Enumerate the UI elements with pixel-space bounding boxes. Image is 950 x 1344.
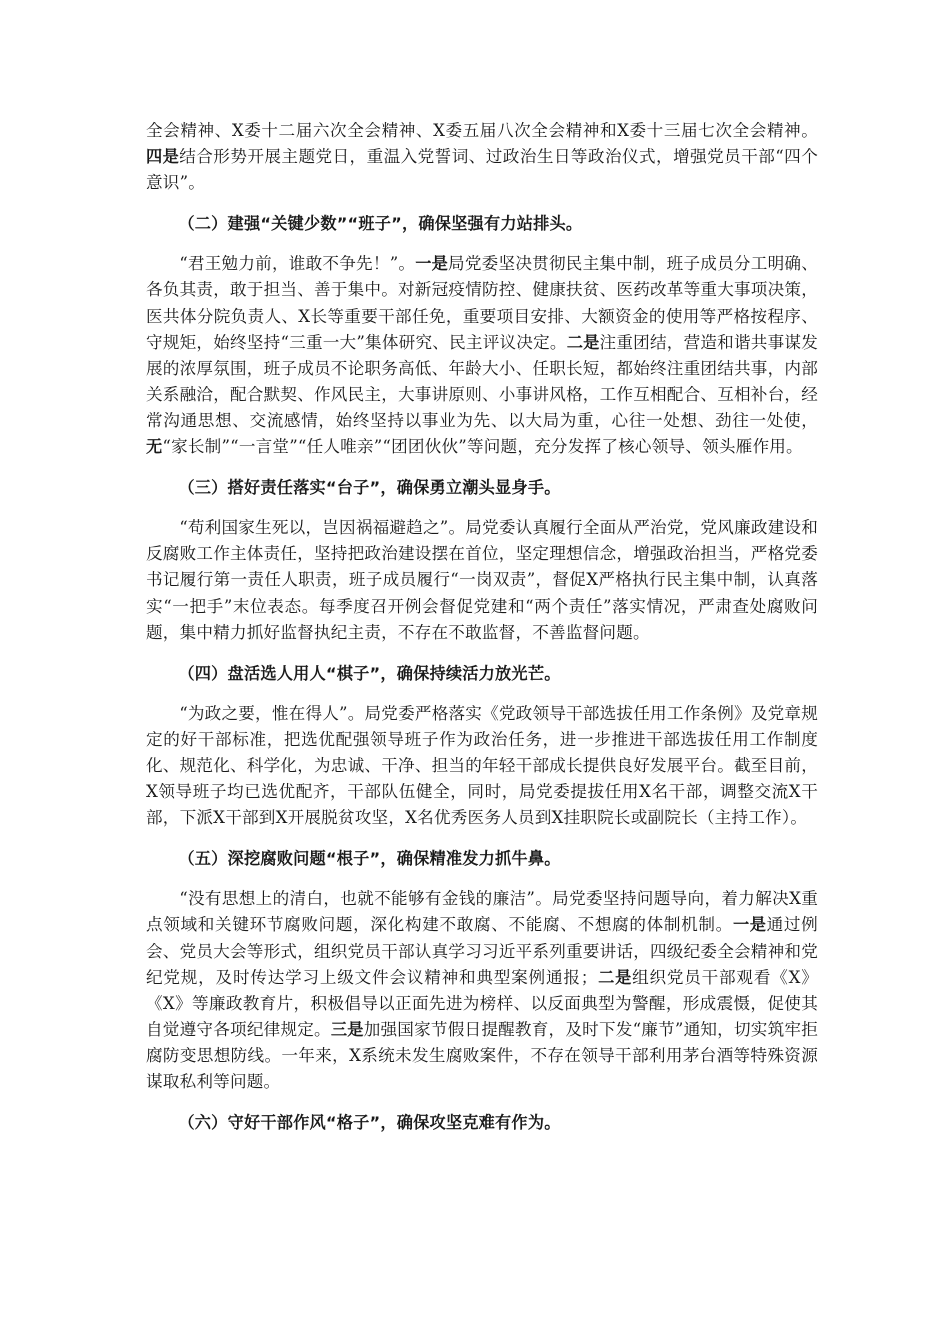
s5-bold-1: 一是 [732, 915, 767, 935]
section-heading-4: （四）盘活选人用人“棋子”，确保持续活力放光芒。 [178, 663, 561, 683]
s2-text-3: 注重团结，营造和谐共事谋发展的浓厚氛围，班子成员不论职务高低、年龄大小、任职长短，都始终注重团结共事，内部关系融洽，配合默契、作风民主，大事讲原则、小事讲风格，工作互相配合、互相补台，经常沟通思想、交流感情，始终坚持以事业为先、以大局为重，心往一处想、劲往一处使， [146, 332, 819, 430]
s2-bold-2: 二是 [566, 332, 600, 352]
intro-text-2: 结合形势开展主题党日，重温入党誓词、过政治生日等政治仪式，增强党员干部“四个意识”。 [146, 147, 818, 193]
s5-bold-3: 三是 [330, 1019, 364, 1039]
s5-text-3: 组织党员干部观看《X》《X》等廉政教育片，积极倡导以正面先进为榜样、以反面典型为警醒，形成震慑，促使其自觉遵守各项纪律规定。 [146, 967, 818, 1039]
section-paragraph-2 [146, 251, 818, 460]
section-paragraph-4: “为政之要，惟在得人”。局党委严格落实《党政领导干部选拔任用工作条例》及党章规定的好干部标准，把选优配强领导班子作为政治任务，进一步推进干部选拔任用工作制度化、规范化、科学化，为忠诚、干净、担当的年轻干部成长提供良好发展平台。截至目前，X领导班子均已选优配齐，干部队伍健全，同时，局党委提拔任用X名干部，调整交流X干部，下派X干部到X开展脱贫攻坚，X名优秀医务人员到X挂职院长或副院长（主持工作）。 [146, 703, 818, 828]
s2-bold-1: 一是 [415, 254, 449, 274]
section-heading-5: （五）深挖腐败问题“根子”，确保精准发力抓牛鼻。 [178, 849, 561, 869]
s2-text-2: 局党委坚决贯彻民主集中制，班子成员分工明确、各负其责，敢于担当、善于集中。对新冠疫情防控、健康扶贫、医药改革等重大事项决策，医共体分院负责人、X长等重要干部任免，重要项目安排、大额资金的使用等严格按程序、守规矩，始终坚持“三重一大”集体研究、民主评议决定。 [146, 254, 818, 352]
section-paragraph-3: “苟利国家生死以，岂因祸福避趋之”。局党委认真履行全面从严治党，党风廉政建设和反腐败工作主体责任，坚持把政治建设摆在首位，坚定理想信念，增强政治担当，严格党委书记履行第一责任人职责，班子成员履行“一岗双责”，督促X严格执行民主集中制，认真落实“一把手”末位表态。每季度召开例会督促党建和“两个责任”落实情况，严肃查处腐败问题，集中精力抓好监督执纪主责，不存在不敢监督，不善监督问题。 [146, 518, 818, 642]
s5-text-4: 加强国家节假日提醒教育，及时下发“廉节”通知，切实筑牢拒腐防变思想防线。一年来，X系统未发生腐败案件，不存在领导干部利用茅台酒等特殊资源谋取私利等问题。 [146, 1019, 819, 1091]
s2-text-4: “家长制”“一言堂”“任人唯亲”“团团伙伙”等问题，充分发挥了核心领导、领头雁作用。 [162, 437, 803, 457]
intro-paragraph [146, 118, 818, 196]
s5-text-2: 通过例会、党员大会等形式，组织党员干部认真学习习近平系列重要讲话，四级纪委全会精神和党纪党规，及时传达学习上级文件会议精神和典型案例通报； [146, 915, 818, 987]
section-paragraph-5 [146, 886, 818, 1095]
section-heading-2: （二）建强“关键少数”“班子”，确保坚强有力站排头。 [178, 214, 583, 234]
s2-text-1: “君王勉力前，谁敢不争先！”。 [179, 254, 416, 274]
section-heading-3: （三）搭好责任落实“台子”，确保勇立潮头显身手。 [178, 478, 561, 498]
intro-bold-4: 四是 [146, 147, 180, 167]
document-body [146, 118, 818, 1136]
section-heading-6: （六）守好干部作风“格子”，确保攻坚克难有作为。 [178, 1113, 561, 1133]
s5-text-1: “没有思想上的清白，也就不能够有金钱的廉洁”。局党委坚持问题导向，着力解决X重点领域和关键环节腐败问题，深化构建不敢腐、不能腐、不想腐的体制机制。 [146, 889, 818, 935]
s2-bold-3: 无 [146, 437, 163, 457]
intro-text-1: 全会精神、X委十二届六次全会精神、X委五届八次全会精神和X委十三届七次全会精神。 [146, 121, 818, 140]
s5-bold-2: 二是 [597, 967, 633, 987]
